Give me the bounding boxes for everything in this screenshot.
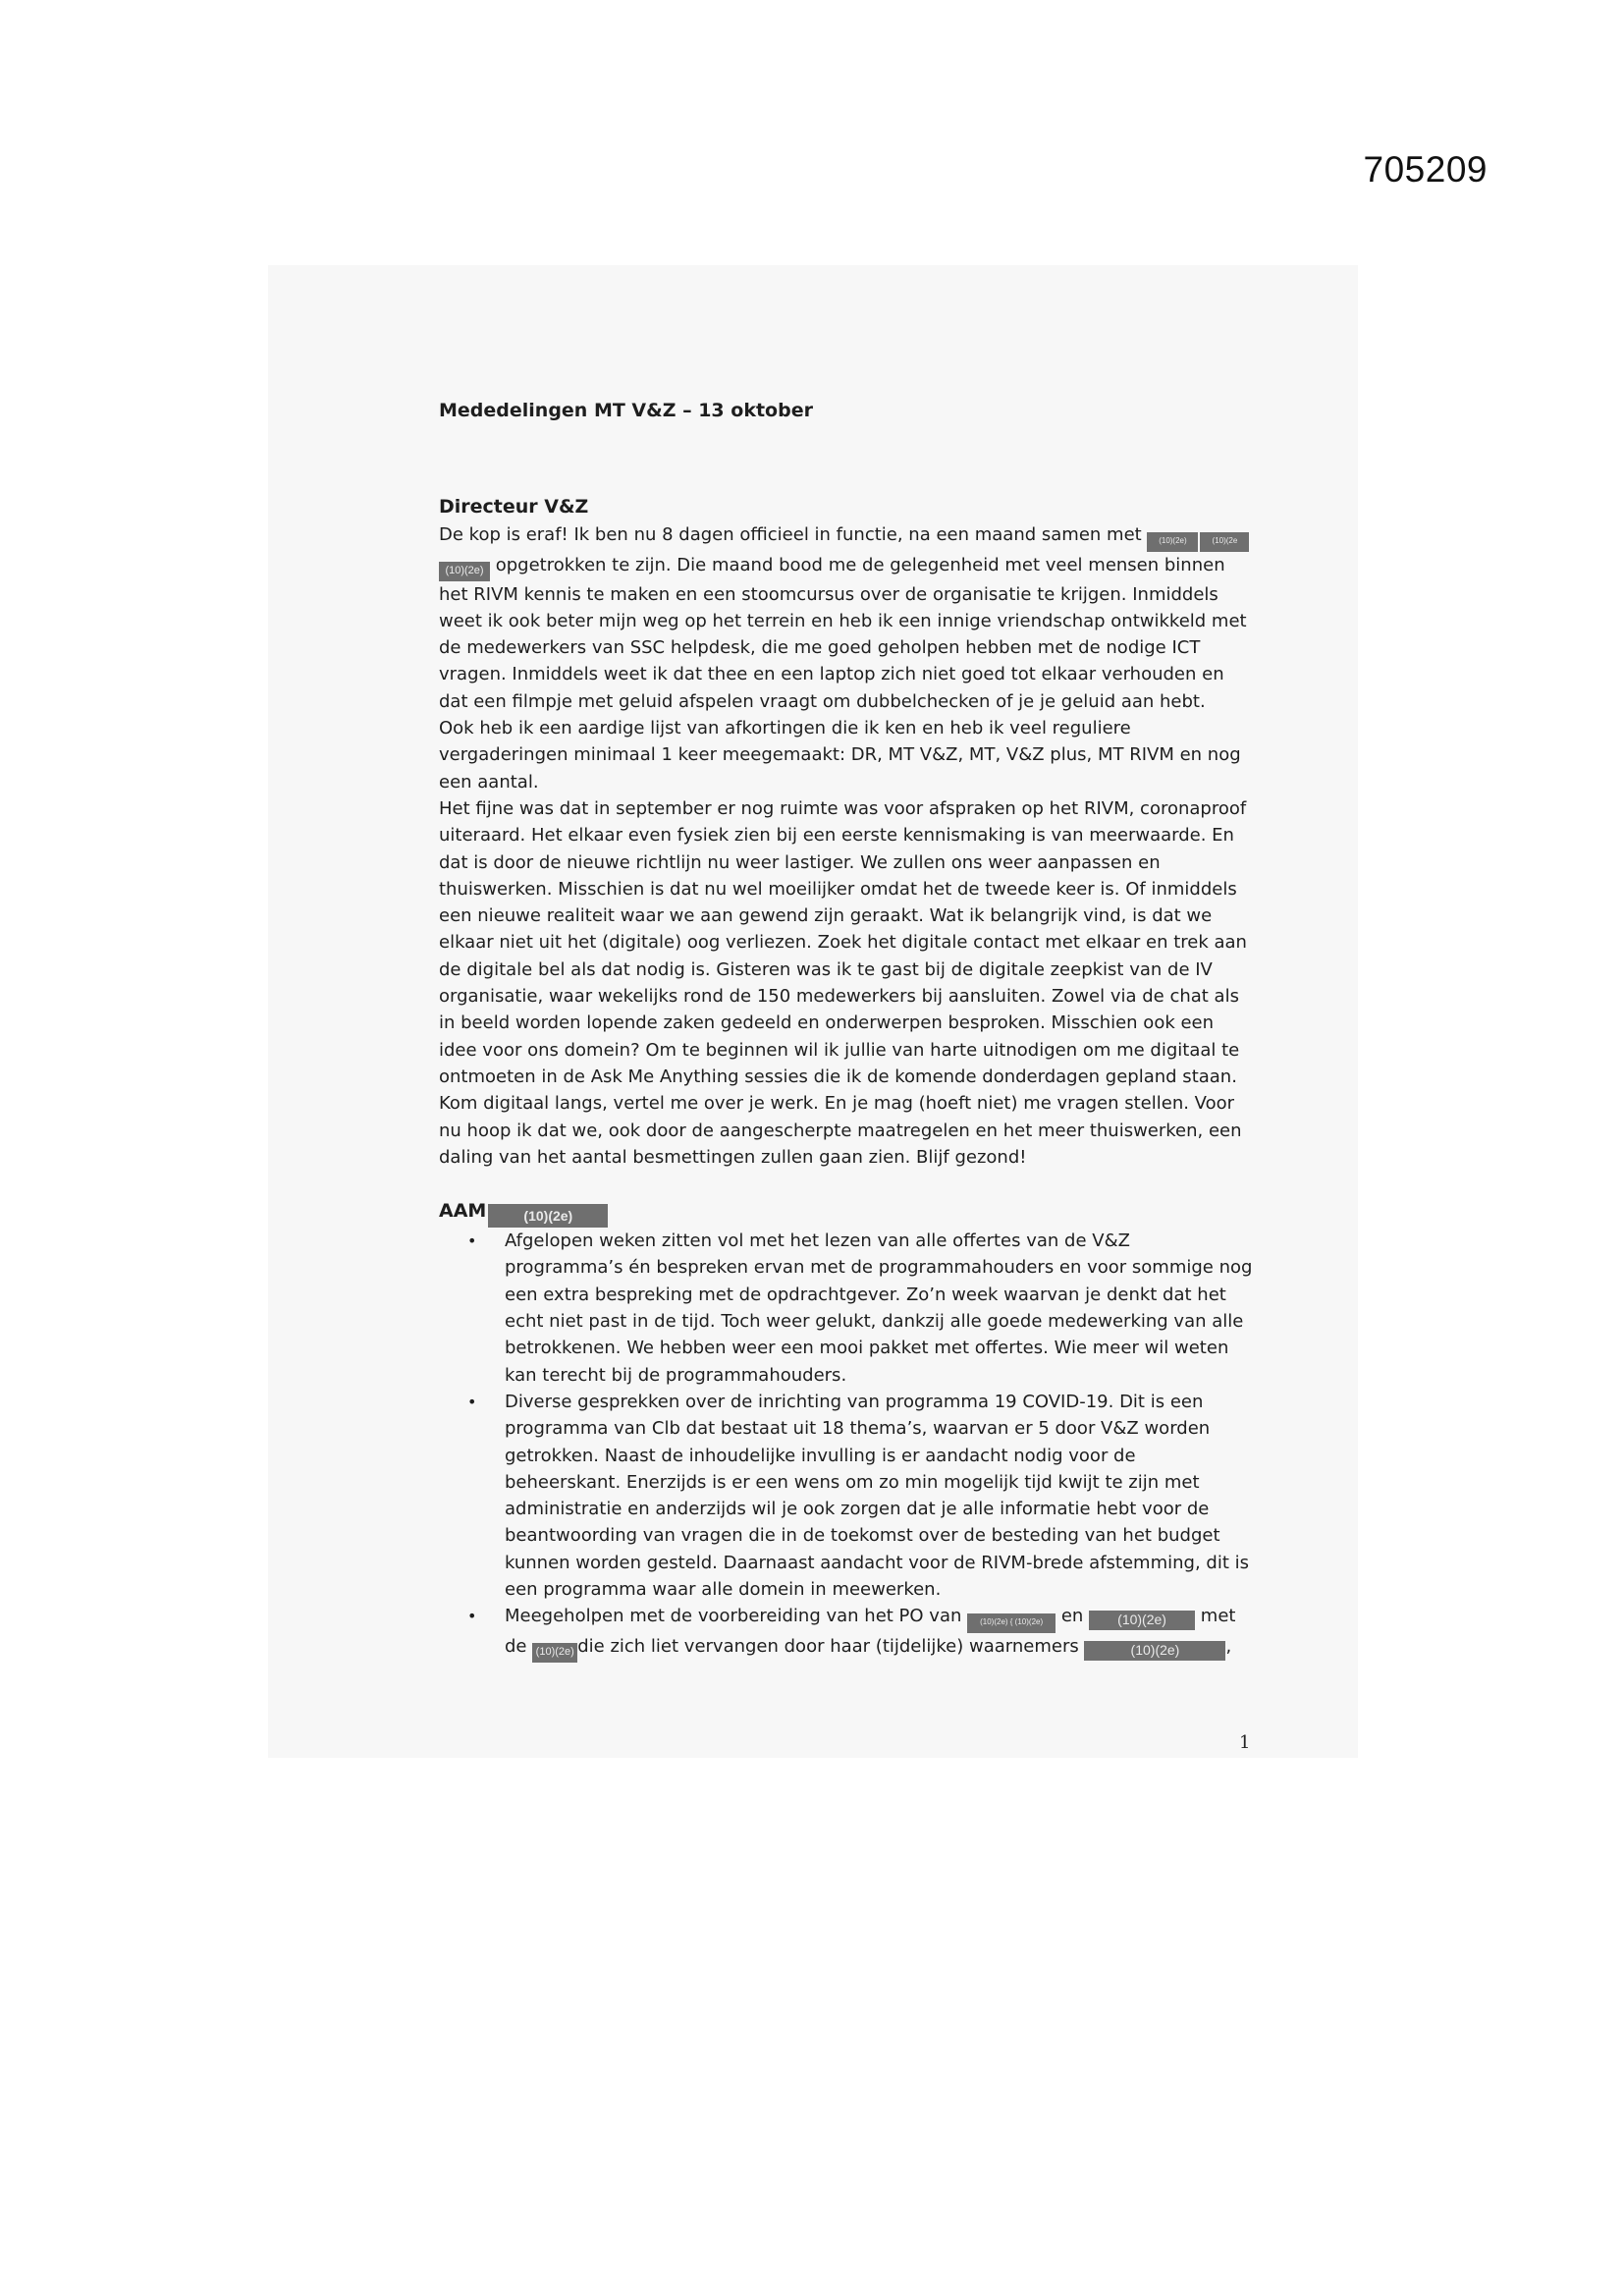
paragraph-text: De kop is eraf! Ik ben nu 8 dagen officieel in functie, na een maand samen met (439, 523, 1148, 545)
list-item-text: Afgelopen weken zitten vol met het lezen van alle offertes van de V&Z programma’s én bespreken ervan met de programmahouders en voor sommige nog een extra bespreking met de opdrachtgever. Zo’n week waarvan je denkt dat het echt niet past in de tijd. Toch weer gelukt, dankzij alle goede medewerking van alle betrokkenen. We hebben weer een mooi pakket met offertes. Wie meer wil weten kan terecht bij de programmahouders. (505, 1230, 1253, 1386)
bullet-icon: • (467, 1607, 477, 1626)
aam-section (439, 1198, 1254, 1663)
redaction-box: (10)(2e) (532, 1643, 577, 1663)
list-item (467, 1228, 1254, 1389)
section-heading-aam (439, 1198, 1254, 1228)
section-heading-directeur: Directeur V&Z (439, 496, 589, 519)
paragraph: Het fijne was dat in september er nog ruimte was voor afspraken op het RIVM, coronaproof uiteraard. Het elkaar even fysiek zien bij een eerste kennismaking is van meerwaarde. En dat is door de nieuwe richtlijn nu weer lastiger. We zullen ons weer aanpassen en thuiswerken. Misschien is dat nu wel moeilijker omdat het de tweede keer is. Of inmiddels een nieuwe realiteit waar we aan gewend zijn geraakt. Wat ik belangrijk vind, is dat we elkaar niet uit het (digitale) oog verliezen. Zoek het digitale contact met elkaar en trek aan de digitale bel als dat nodig is. Gisteren was ik te gast bij de digitale zeepkist van de IV organisatie, waar wekelijks rond de 150 medewerkers bij aansluiten. Zowel via de chat als in beeld worden lopende zaken gedeeld en onderwerpen besproken. Misschien ook een idee voor ons domein? Om te beginnen wil ik jullie van harte uitnodigen om me digitaal te ontmoeten in de Ask Me Anything sessies die ik de komende donderdagen gepland staan. Kom digitaal langs, vertel me over je werk. En je mag (hoeft niet) me vragen stellen. Voor nu hoop ik dat we, ook door de aangescherpte maatregelen en het meer thuiswerken, een daling van het aantal besmettingen zullen gaan zien. Blijf gezond! (439, 797, 1247, 1168)
redaction-box: (10)(2e) (1147, 532, 1198, 552)
redaction-box: (10)(2e) (488, 1204, 608, 1228)
list-item-text: Diverse gesprekken over de inrichting van programma 19 COVID-19. Dit is een programma van Clb dat bestaat uit 18 thema’s, waarvan er 5 door V&Z worden getrokken. Naast de inhoudelijke invulling is er aandacht nodig voor de beheerskant. Enerzijds is er een wens om zo min mogelijk tijd kwijt te zijn met administratie en anderzijds wil je ook zorgen dat je alle informatie hebt voor de beantwoording van vragen die in de toekomst over de besteding van het budget kunnen worden gesteld. Daarnaast aandacht voor de RIVM-brede afstemming, dit is een programma waar alle domein in meewerken. (505, 1391, 1249, 1600)
redaction-box: (10)(2e) (439, 562, 490, 581)
bullet-list (439, 1228, 1254, 1663)
document-number: 705209 (1363, 149, 1488, 190)
document-body (439, 398, 1254, 1663)
paragraph-text: opgetrokken te zijn. Die maand bood me de gelegenheid met veel mensen binnen het RIVM kennis te maken en een stoomcursus over de organisatie te krijgen. Inmiddels weet ik ook beter mijn weg op het terrein en heb ik een innige vriendschap ontwikkeld met de medewerkers van SSC helpdesk, die me goed geholpen hebben met de nodige ICT vragen. Inmiddels weet ik dat thee en een laptop zich niet goed tot elkaar verhouden en dat een filmpje met geluid afspelen vraagt om dubbelchecken of je je geluid aan hebt. (439, 554, 1247, 712)
paragraph: Ook heb ik een aardige lijst van afkortingen die ik ken en heb ik veel reguliere vergaderingen minimaal 1 keer meegemaakt: DR, MT V&Z, MT, V&Z plus, MT RIVM en nog een aantal. (439, 718, 1241, 793)
paragraph (439, 521, 1254, 715)
document-title: Mededelingen MT V&Z – 13 oktober (439, 400, 813, 421)
redaction-box: (10)(2e (1200, 532, 1249, 552)
list-item-text: met de (505, 1606, 1236, 1658)
list-item-text: , (1225, 1636, 1232, 1658)
list-item (467, 1389, 1254, 1603)
bullet-icon: • (467, 1392, 477, 1411)
bullet-icon: • (467, 1231, 477, 1251)
list-item (467, 1603, 1254, 1663)
page-number: 1 (1239, 1732, 1251, 1753)
redaction-box: (10)(2e) (1089, 1611, 1195, 1630)
list-item-text: Meegeholpen met de voorbereiding van het PO van (505, 1606, 968, 1627)
redaction-box: (10)(2e) { (10)(2e) (967, 1613, 1056, 1633)
list-item-text: die zich liet vervangen door haar (tijdelijke) waarnemers (577, 1636, 1085, 1658)
list-item-text: en (1056, 1606, 1090, 1627)
redaction-box: (10)(2e) (1084, 1641, 1225, 1661)
section-heading-label: AAM (439, 1200, 487, 1223)
